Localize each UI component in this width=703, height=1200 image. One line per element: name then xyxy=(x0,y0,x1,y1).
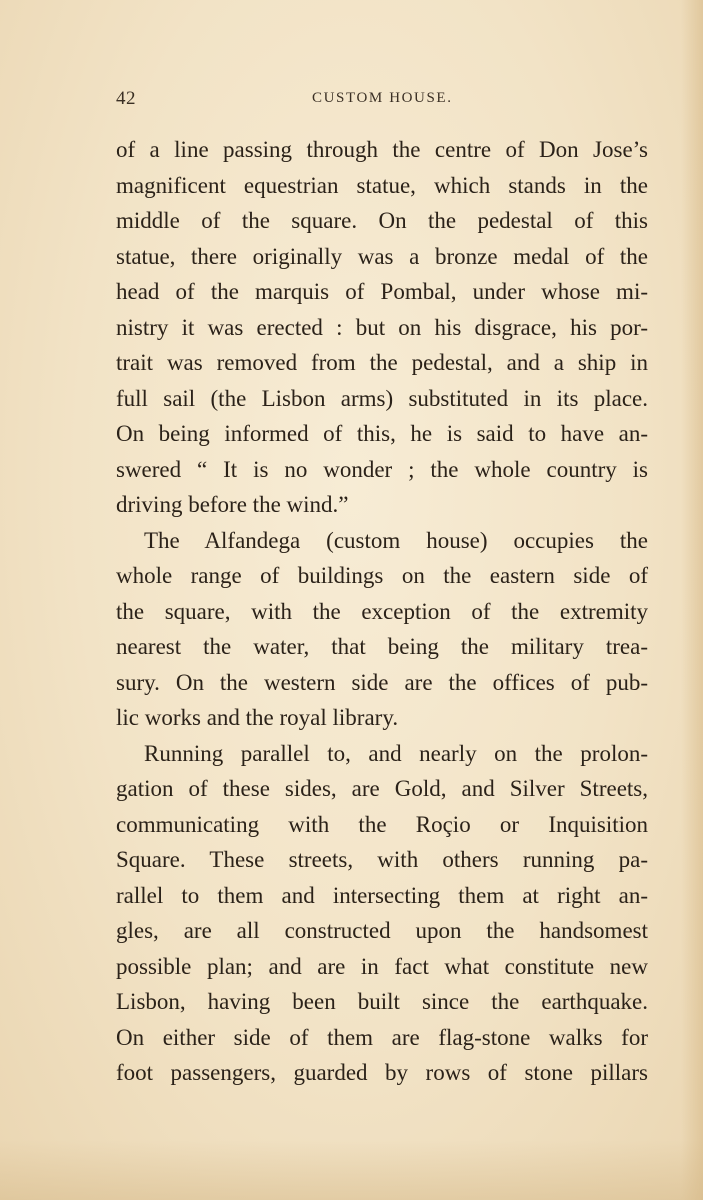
text-line: driving before the wind.” xyxy=(116,492,349,517)
text-line: On being informed of this, he is said to have an- xyxy=(116,421,648,446)
text-line: trait was removed from the pedestal, and a ship in xyxy=(116,350,648,375)
text-line: swered “ It is no wonder ; the whole country is xyxy=(116,456,648,482)
text-line: communicating with the Roçio or Inquisition xyxy=(116,811,648,837)
text-line: the square, with the exception of the extremity xyxy=(116,598,648,624)
text-line: The Alfandega (custom house) occupies the xyxy=(144,527,648,553)
text-line: gation of these sides, are Gold, and Silver Streets, xyxy=(116,776,648,801)
text-line: On either side of them are flag-stone walks for xyxy=(116,1024,648,1050)
text-line: statue, there originally was a bronze medal of the xyxy=(116,243,648,269)
text-line: head of the marquis of Pombal, under whose mi- xyxy=(116,279,648,304)
text-line: Square. These streets, with others running pa- xyxy=(116,847,648,872)
text-line: rallel to them and intersecting them at right an- xyxy=(116,882,648,908)
text-line: middle of the square. On the pedestal of this xyxy=(116,208,648,233)
text-line: Lisbon, having been built since the earthquake. xyxy=(116,989,648,1014)
text-line: of a line passing through the centre of Don Jose’s xyxy=(116,137,648,162)
text-line: nistry it was erected : but on his disgrace, his por- xyxy=(116,314,648,340)
text-line: whole range of buildings on the eastern side of xyxy=(116,563,648,588)
text-line: foot passengers, guarded by rows of stone pillars xyxy=(116,1060,648,1085)
page-number: 42 xyxy=(116,88,136,109)
text-line: nearest the water, that being the military trea- xyxy=(116,634,648,659)
text-line: Running parallel to, and nearly on the prolon- xyxy=(144,740,648,766)
paragraph-2 xyxy=(116,523,648,736)
running-head: CUSTOM HOUSE. xyxy=(312,90,453,106)
text-line: full sail (the Lisbon arms) substituted in its place. xyxy=(116,385,648,411)
paragraph-3 xyxy=(116,736,648,1091)
page-edge-shading xyxy=(681,0,703,1200)
page-bottom-shading xyxy=(0,1140,703,1200)
text-line: gles, are all constructed upon the handsomest xyxy=(116,918,648,943)
paragraph-1 xyxy=(116,132,648,523)
text-line: possible plan; and are in fact what constitute new xyxy=(116,953,648,979)
text-line: magnificent equestrian statue, which stands in the xyxy=(116,172,648,198)
text-line: sury. On the western side are the offices of pub- xyxy=(116,669,648,695)
text-line: lic works and the royal library. xyxy=(116,705,399,730)
body-text xyxy=(116,132,648,1091)
